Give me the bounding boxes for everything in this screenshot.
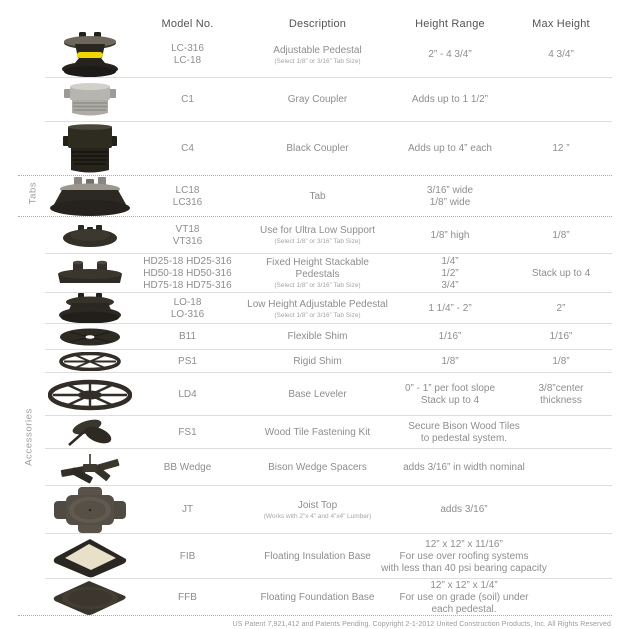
model-cell: JT xyxy=(181,504,194,515)
model-cell: FFB xyxy=(178,591,197,603)
description-cell: Gray Coupler xyxy=(287,94,348,105)
table-row xyxy=(0,486,617,534)
description-cell: Bison Wedge Spacers xyxy=(268,461,367,473)
max-height-cell: 12 ” xyxy=(552,143,570,154)
b11-flexible-shim-image xyxy=(0,327,135,347)
description-cell: Black Coupler xyxy=(286,143,349,154)
height-range-cell: 3/16” wide 1/8” wide xyxy=(426,184,474,208)
table-row xyxy=(0,416,617,449)
table-row xyxy=(0,217,617,254)
height-range-cell: adds 3/16” in width nominal xyxy=(403,461,525,473)
max-height-cell: 1/8” xyxy=(552,229,570,241)
height-range-cell: adds 3/16” xyxy=(440,504,488,515)
lo-adjustable-pedestal-image xyxy=(0,293,135,325)
model-cell: PS1 xyxy=(178,355,197,367)
fs1-fastening-kit-image xyxy=(0,418,135,448)
height-range-cell: 12” x 12” x 11/16” For use over roofing systems with less than 40 psi bearing capacity xyxy=(381,538,547,574)
header-description: Description xyxy=(288,18,347,30)
height-range-cell: 1/8” high xyxy=(430,229,470,241)
section-label-tabs: Tabs xyxy=(27,181,39,205)
header-model-no: Model No. xyxy=(161,18,214,30)
vt-ultra-low-support-image xyxy=(0,223,135,249)
model-cell: BB Wedge xyxy=(163,461,212,473)
description-note: (Select 1/8” or 3/16” Tab Size) xyxy=(274,238,361,246)
height-range-cell: 2” - 4 3/4” xyxy=(428,49,472,60)
ffb-floating-foundation-base-image xyxy=(0,580,135,616)
height-range-cell: 1/16” xyxy=(438,331,462,342)
table-row xyxy=(0,534,617,579)
max-height-cell: 2” xyxy=(556,303,566,314)
height-range-cell: 0” - 1” per foot slope Stack up to 4 xyxy=(404,382,496,406)
model-cell: B11 xyxy=(178,331,197,342)
height-range-cell: 1 1/4” - 2” xyxy=(428,303,472,314)
black-coupler-image xyxy=(0,124,135,174)
model-cell: VT18 VT316 xyxy=(172,223,203,247)
table-row xyxy=(0,32,617,78)
table-row xyxy=(0,122,617,176)
table-row xyxy=(0,579,617,616)
height-range-cell: 1/8” xyxy=(441,355,459,367)
description-cell: Flexible Shim xyxy=(287,331,348,342)
table-body xyxy=(0,32,617,616)
table-row xyxy=(0,78,617,122)
header-max-height: Max Height xyxy=(532,18,590,30)
model-cell: FIB xyxy=(179,550,196,562)
tab-pedestal-image xyxy=(0,177,135,217)
height-range-cell: Secure Bison Wood Tiles to pedestal system. xyxy=(408,420,520,444)
description-cell: Rigid Shim xyxy=(293,355,342,367)
description-cell: Floating Foundation Base xyxy=(260,591,375,603)
ld4-base-leveler-image xyxy=(0,379,135,411)
model-cell: LD4 xyxy=(178,388,197,400)
ps1-rigid-shim-image xyxy=(0,352,135,371)
table-header xyxy=(0,0,617,32)
model-cell: LC-316 LC-18 xyxy=(171,43,204,66)
max-height-cell: Stack up to 4 xyxy=(531,267,591,279)
model-cell: LC18 LC316 xyxy=(172,184,203,208)
description-cell: Adjustable Pedestal (Select 1/8” or 3/16” Tab Size) xyxy=(273,44,362,65)
gray-coupler-image xyxy=(0,82,135,118)
description-cell: Use for Ultra Low Support (Select 1/8” or 3/16” Tab Size) xyxy=(259,225,376,246)
table-row xyxy=(0,176,617,217)
description-note: (Select 1/8” or 3/16” Tab Size) xyxy=(274,282,361,290)
description-cell: Base Leveler xyxy=(288,388,347,400)
description-note: (Works with 2”x 4” and 4”x4” Lumber) xyxy=(263,512,372,520)
height-range-cell: 12” x 12” x 1/4” For use on grade (soil) under each pedestal. xyxy=(399,579,529,615)
model-cell: HD25-18 HD25-316 HD50-18 HD50-316 HD75-18 HD75-316 xyxy=(143,255,232,291)
table-row xyxy=(0,293,617,324)
description-cell: Fixed Height Stackable Pedestals (Select 1/8” or 3/16” Tab Size) xyxy=(266,257,369,290)
description-cell: Joist Top (Works with 2”x 4” and 4”x4” Lumber) xyxy=(263,499,372,520)
footer-copyright: US Patent 7,921,412 and Patents Pending. Copyright 2-1-2012 United Construction Products, Inc. All Rights Reserved xyxy=(232,620,611,628)
description-cell: Low Height Adjustable Pedestal (Select 1/8” or 3/16” Tab Size) xyxy=(247,298,388,319)
model-cell: C1 xyxy=(181,94,194,105)
jt-joist-top-image xyxy=(0,487,135,533)
table-row xyxy=(0,324,617,350)
fib-floating-insulation-base-image xyxy=(0,536,135,578)
table-row xyxy=(0,254,617,293)
model-cell: C4 xyxy=(181,143,194,154)
section-label-accessories: Accessories xyxy=(23,408,35,466)
height-range-cell: Adds up to 4” each xyxy=(408,143,492,154)
description-note: (Select 1/8” or 3/16” Tab Size) xyxy=(274,311,361,319)
table-row xyxy=(0,373,617,416)
bb-wedge-spacers-image xyxy=(0,452,135,484)
hd-stackable-pedestal-image xyxy=(0,260,135,288)
description-note: (Select 1/8” or 3/16” Tab Size) xyxy=(274,57,361,65)
model-cell: LO-18 LO-316 xyxy=(170,297,205,320)
table-row xyxy=(0,350,617,373)
description-cell: Tab xyxy=(309,190,326,202)
height-range-cell: 1/4” 1/2” 3/4” xyxy=(441,255,459,291)
table-row xyxy=(0,449,617,486)
lc-adjustable-pedestal-image xyxy=(0,32,135,78)
height-range-cell: Adds up to 1 1/2” xyxy=(411,94,489,105)
description-cell: Floating Insulation Base xyxy=(264,550,371,562)
max-height-cell: 3/8”center thickness xyxy=(538,382,584,406)
max-height-cell: 1/8” xyxy=(552,355,570,367)
description-cell: Wood Tile Fastening Kit xyxy=(264,426,371,438)
header-height-range: Height Range xyxy=(415,18,485,30)
model-cell: FS1 xyxy=(178,426,197,438)
max-height-cell: 4 3/4” xyxy=(548,49,574,60)
max-height-cell: 1/16” xyxy=(549,331,573,342)
